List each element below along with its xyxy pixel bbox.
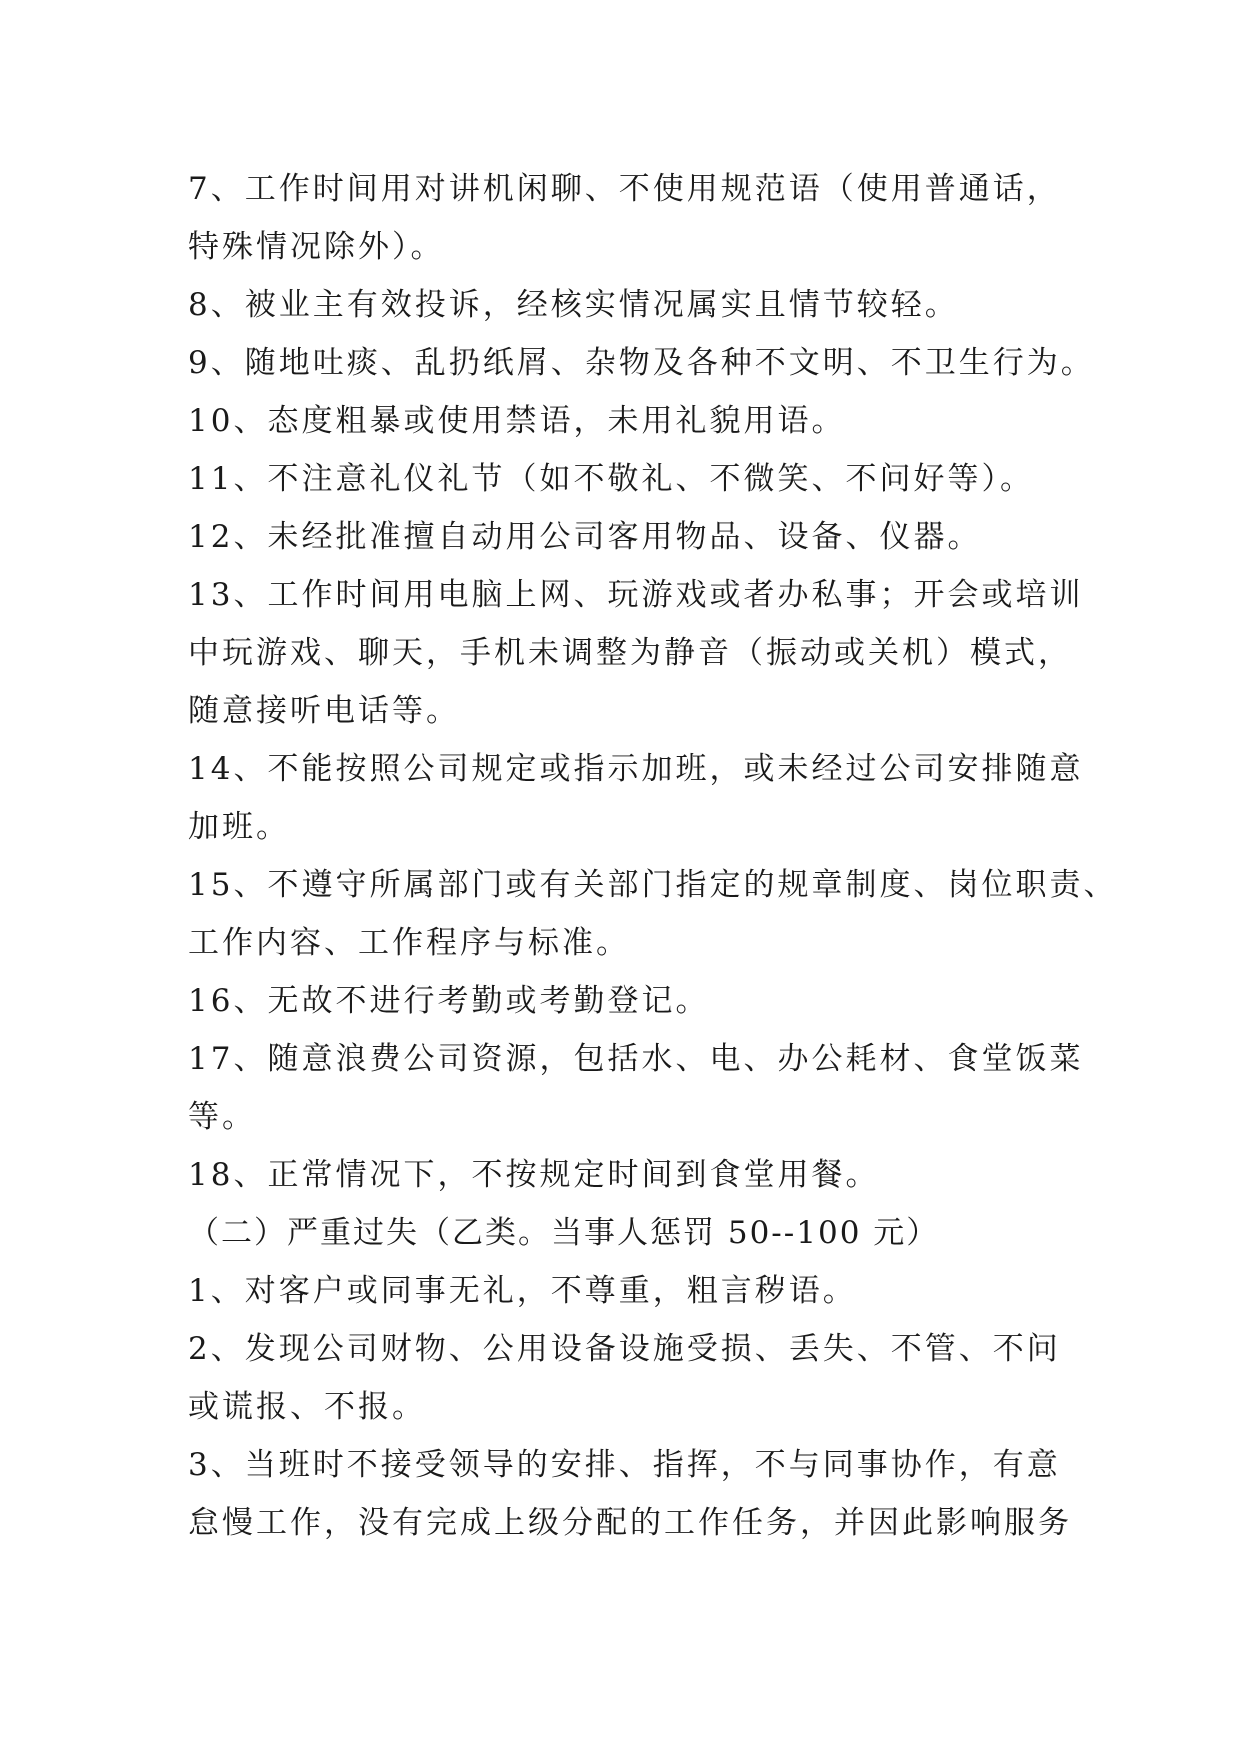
text-line: 9、随地吐痰、乱扔纸屑、杂物及各种不文明、不卫生行为。 xyxy=(188,345,1095,381)
text-line: 15、不遵守所属部门或有关部门指定的规章制度、岗位职责、 xyxy=(188,867,1118,903)
text-line: 16、无故不进行考勤或考勤登记。 xyxy=(188,983,710,1019)
text-line: 中玩游戏、聊天，手机未调整为静音（振动或关机）模式， xyxy=(188,635,1072,671)
text-line: 13、工作时间用电脑上网、玩游戏或者办私事；开会或培训 xyxy=(188,577,1084,613)
text-line: 或谎报、不报。 xyxy=(188,1389,426,1425)
text-line: 等。 xyxy=(188,1099,256,1135)
text-line: 2、发现公司财物、公用设备设施受损、丢失、不管、不问 xyxy=(188,1331,1061,1367)
section-heading: （二）严重过失（乙类。当事人惩罚 50--100 元） xyxy=(188,1215,940,1251)
text-line: 11、不注意礼仪礼节（如不敬礼、不微笑、不问好等）。 xyxy=(188,461,1034,497)
text-line: 10、态度粗暴或使用禁语，未用礼貌用语。 xyxy=(188,403,846,439)
text-line: 随意接听电话等。 xyxy=(188,693,460,729)
text-line: 17、随意浪费公司资源，包括水、电、办公耗材、食堂饭菜 xyxy=(188,1041,1084,1077)
text-line: 特殊情况除外）。 xyxy=(188,229,445,265)
document-body xyxy=(188,160,1118,1552)
text-line: 怠慢工作，没有完成上级分配的工作任务，并因此影响服务 xyxy=(188,1505,1072,1541)
text-line: 1、对客户或同事无礼，不尊重，粗言秽语。 xyxy=(188,1273,857,1309)
text-line: 3、当班时不接受领导的安排、指挥，不与同事协作，有意 xyxy=(188,1447,1061,1483)
text-line: 7、工作时间用对讲机闲聊、不使用规范语（使用普通话， xyxy=(188,171,1061,207)
text-line: 加班。 xyxy=(188,809,290,845)
text-line: 14、不能按照公司规定或指示加班，或未经过公司安排随意 xyxy=(188,751,1084,787)
text-line: 12、未经批准擅自动用公司客用物品、设备、仪器。 xyxy=(188,519,982,555)
text-line: 工作内容、工作程序与标准。 xyxy=(188,925,630,961)
text-line: 18、正常情况下，不按规定时间到食堂用餐。 xyxy=(188,1157,880,1193)
text-line: 8、被业主有效投诉，经核实情况属实且情节较轻。 xyxy=(188,287,959,323)
